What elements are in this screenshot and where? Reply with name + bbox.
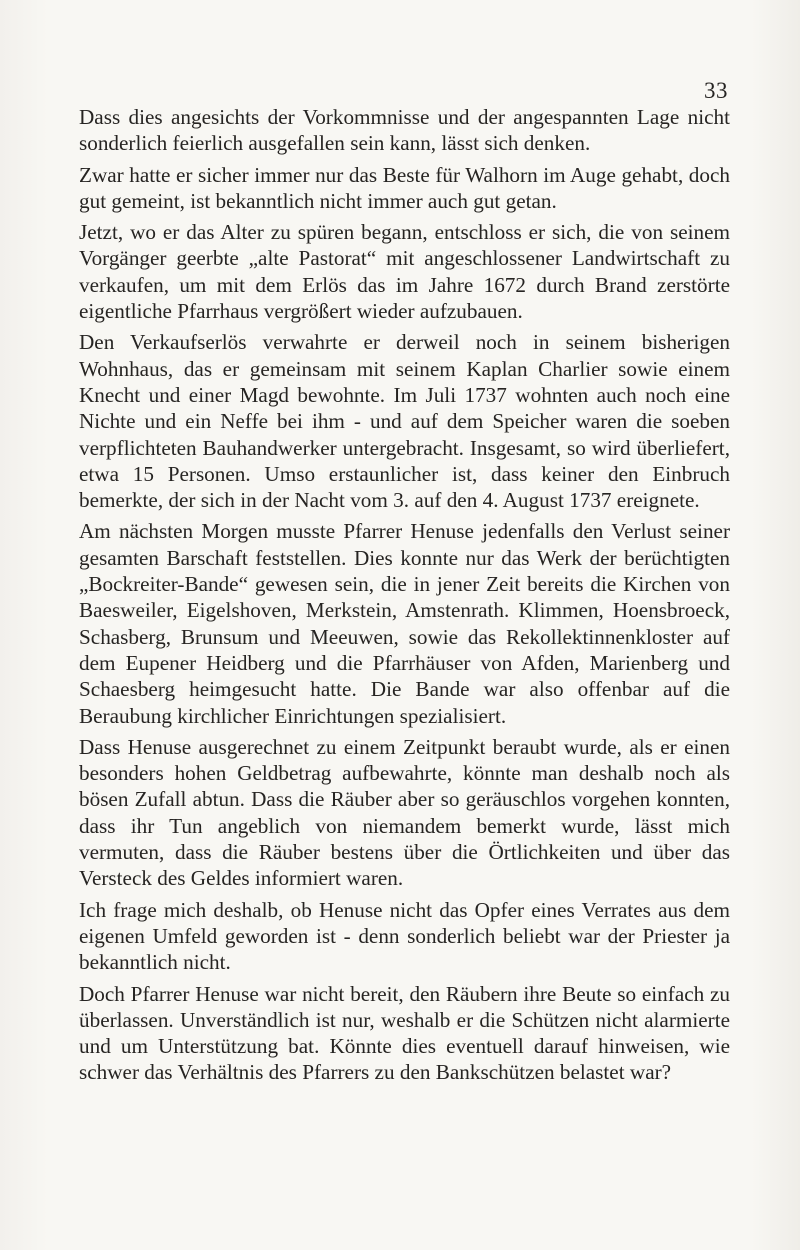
paragraph-4: Den Verkaufserlös verwahrte er derweil noch in seinem bisherigen Wohnhaus, das er gemeinsam mit seinem Kaplan Charlier sowie einem Knecht und einer Magd bewohnte. Im Juli 1737 wohnten auch noch eine Nichte und ein Neffe bei ihm - und auf dem Speicher waren die soeben verpflichteten Bauhandwerker untergebracht. Insgesamt, so wird überliefert, etwa 15 Personen. Umso erstaunlicher ist, dass keiner den Einbruch bemerkte, der sich in der Nacht vom 3. auf den 4. August 1737 ereignete. bbox=[79, 330, 730, 513]
paragraph-5: Am nächsten Morgen musste Pfarrer Henuse jedenfalls den Verlust seiner gesamten Barschaft feststellen. Dies konnte nur das Werk der berüchtigten „Bockreiter-Bande“ gewesen sein, die in jener Zeit bereits die Kirchen von Baesweiler, Eigelshoven, Merkstein, Amstenrath. Klimmen, Hoensbroeck, Schasberg, Brunsum und Meeuwen, sowie das Rekollektinnenkloster auf dem Eupener Heidberg und die Pfarrhäuser von Afden, Marienberg und Schaesberg heimgesucht hatte. Die Bande war also offenbar auf die Beraubung kirchlicher Einrichtungen spezialisiert. bbox=[79, 519, 730, 728]
paragraph-8: Doch Pfarrer Henuse war nicht bereit, den Räubern ihre Beute so einfach zu überlassen. Unverständlich ist nur, weshalb er die Schützen nicht alarmierte und um Unterstützung bat. Könnte dies eventuell darauf hinweisen, wie schwer das Verhältnis des Pfarrers zu den Bankschützen belastet war? bbox=[79, 981, 730, 1085]
body-text bbox=[79, 104, 730, 1091]
paragraph-2: Zwar hatte er sicher immer nur das Beste für Walhorn im Auge gehabt, doch gut gemeint, ist bekanntlich nicht immer auch gut getan. bbox=[79, 162, 730, 213]
page-number: 33 bbox=[704, 78, 728, 103]
paragraph-6: Dass Henuse ausgerechnet zu einem Zeitpunkt beraubt wurde, als er einen besonders hohen Geldbetrag aufbewahrte, könnte man deshalb noch als bösen Zufall abtun. Dass die Räuber aber so geräuschlos vorgehen konnten, dass ihr Tun angeblich von niemandem bemerkt wurde, lässt mich vermuten, dass die Räuber bestens über die Örtlichkeiten und über das Versteck des Geldes informiert waren. bbox=[79, 734, 730, 891]
paragraph-7: Ich frage mich deshalb, ob Henuse nicht das Opfer eines Verrates aus dem eigenen Umfeld geworden ist - denn sonderlich beliebt war der Priester ja bekanntlich nicht. bbox=[79, 897, 730, 975]
paragraph-3: Jetzt, wo er das Alter zu spüren begann, entschloss er sich, die von seinem Vorgänger geerbte „alte Pastorat“ mit angeschlossener Landwirtschaft zu verkaufen, um mit dem Erlös das im Jahre 1672 durch Brand zerstörte eigentliche Pfarrhaus vergrößert wieder aufzubauen. bbox=[79, 220, 730, 324]
paragraph-1: Dass dies angesichts der Vorkommnisse und der angespannten Lage nicht sonderlich feierlich ausgefallen sein kann, lässt sich denken. bbox=[79, 105, 730, 156]
